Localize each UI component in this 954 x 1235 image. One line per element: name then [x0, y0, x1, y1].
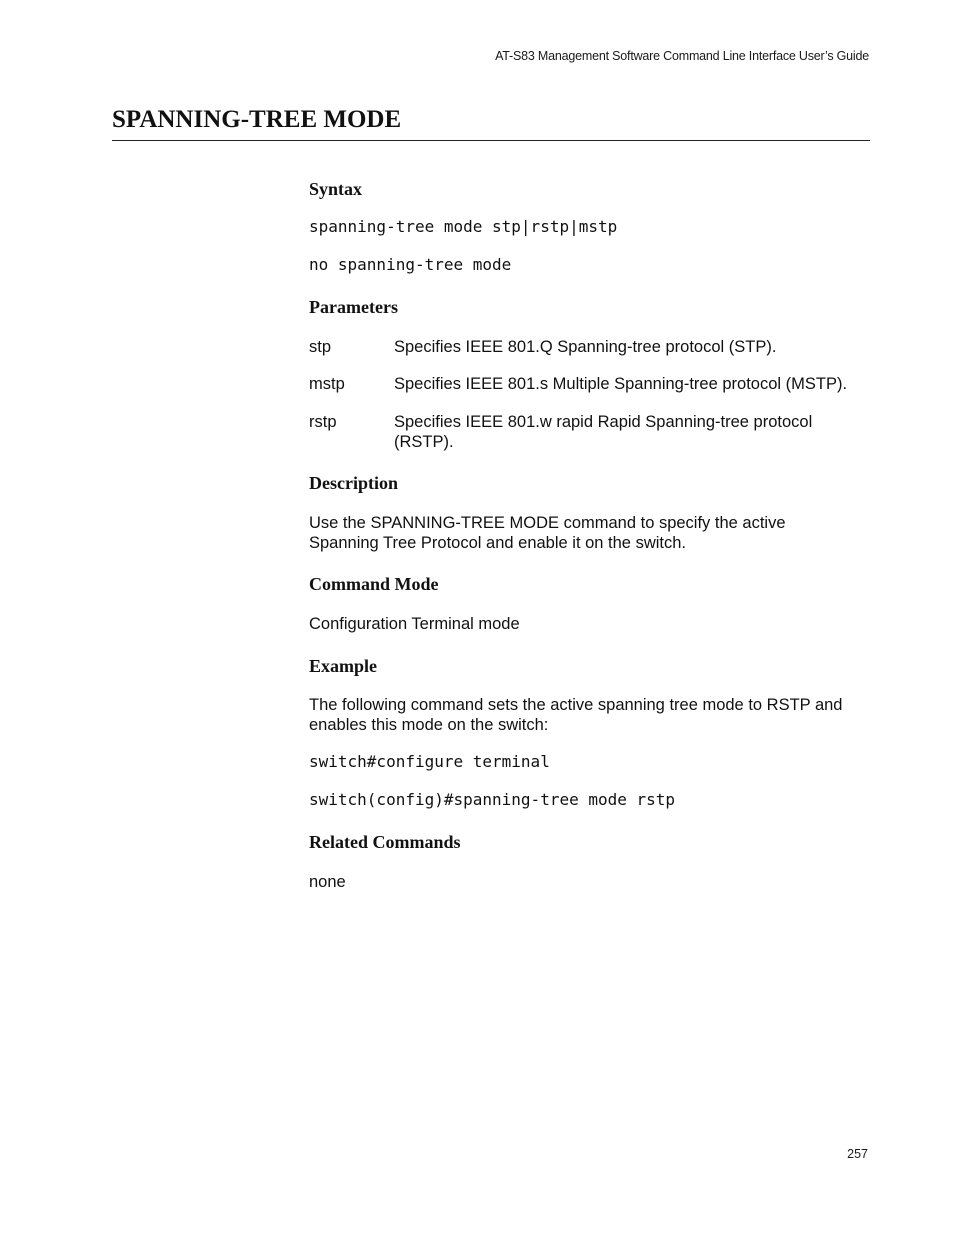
parameter-description: Specifies IEEE 801.Q Spanning-tree protocol (STP).	[394, 338, 777, 356]
related-commands-text: none	[309, 873, 346, 891]
command-mode-text: Configuration Terminal mode	[309, 615, 520, 633]
running-header: AT-S83 Management Software Command Line Interface User’s Guide	[495, 49, 869, 63]
title-rule	[112, 140, 870, 141]
page-title: SPANNING-TREE MODE	[112, 106, 402, 133]
parameter-name: mstp	[309, 375, 345, 393]
parameter-description: Specifies IEEE 801.s Multiple Spanning-tree protocol (MSTP).	[394, 375, 848, 393]
description-heading: Description	[309, 473, 398, 493]
example-heading: Example	[309, 656, 378, 676]
syntax-line: spanning-tree mode stp|rstp|mstp	[309, 217, 618, 236]
example-text: The following command sets the active spanning tree mode to RSTP and enables this mode on the switch:	[309, 696, 843, 734]
example-command-line: switch#configure terminal	[309, 752, 550, 771]
description-text: Use the SPANNING-TREE MODE command to specify the active Spanning Tree Protocol and enable it on the switch.	[309, 514, 786, 552]
syntax-line: no spanning-tree mode	[309, 255, 512, 274]
syntax-heading: Syntax	[309, 179, 363, 199]
parameter-description: Specifies IEEE 801.w rapid Rapid Spanning-tree protocol (RSTP).	[394, 413, 813, 451]
example-command-line: switch(config)#spanning-tree mode rstp	[309, 790, 676, 809]
related-commands-heading: Related Commands	[309, 832, 461, 852]
parameter-name: rstp	[309, 413, 337, 431]
parameter-name: stp	[309, 338, 332, 356]
command-mode-heading: Command Mode	[309, 574, 439, 594]
parameters-heading: Parameters	[309, 297, 398, 317]
page-number: 257	[847, 1147, 868, 1161]
